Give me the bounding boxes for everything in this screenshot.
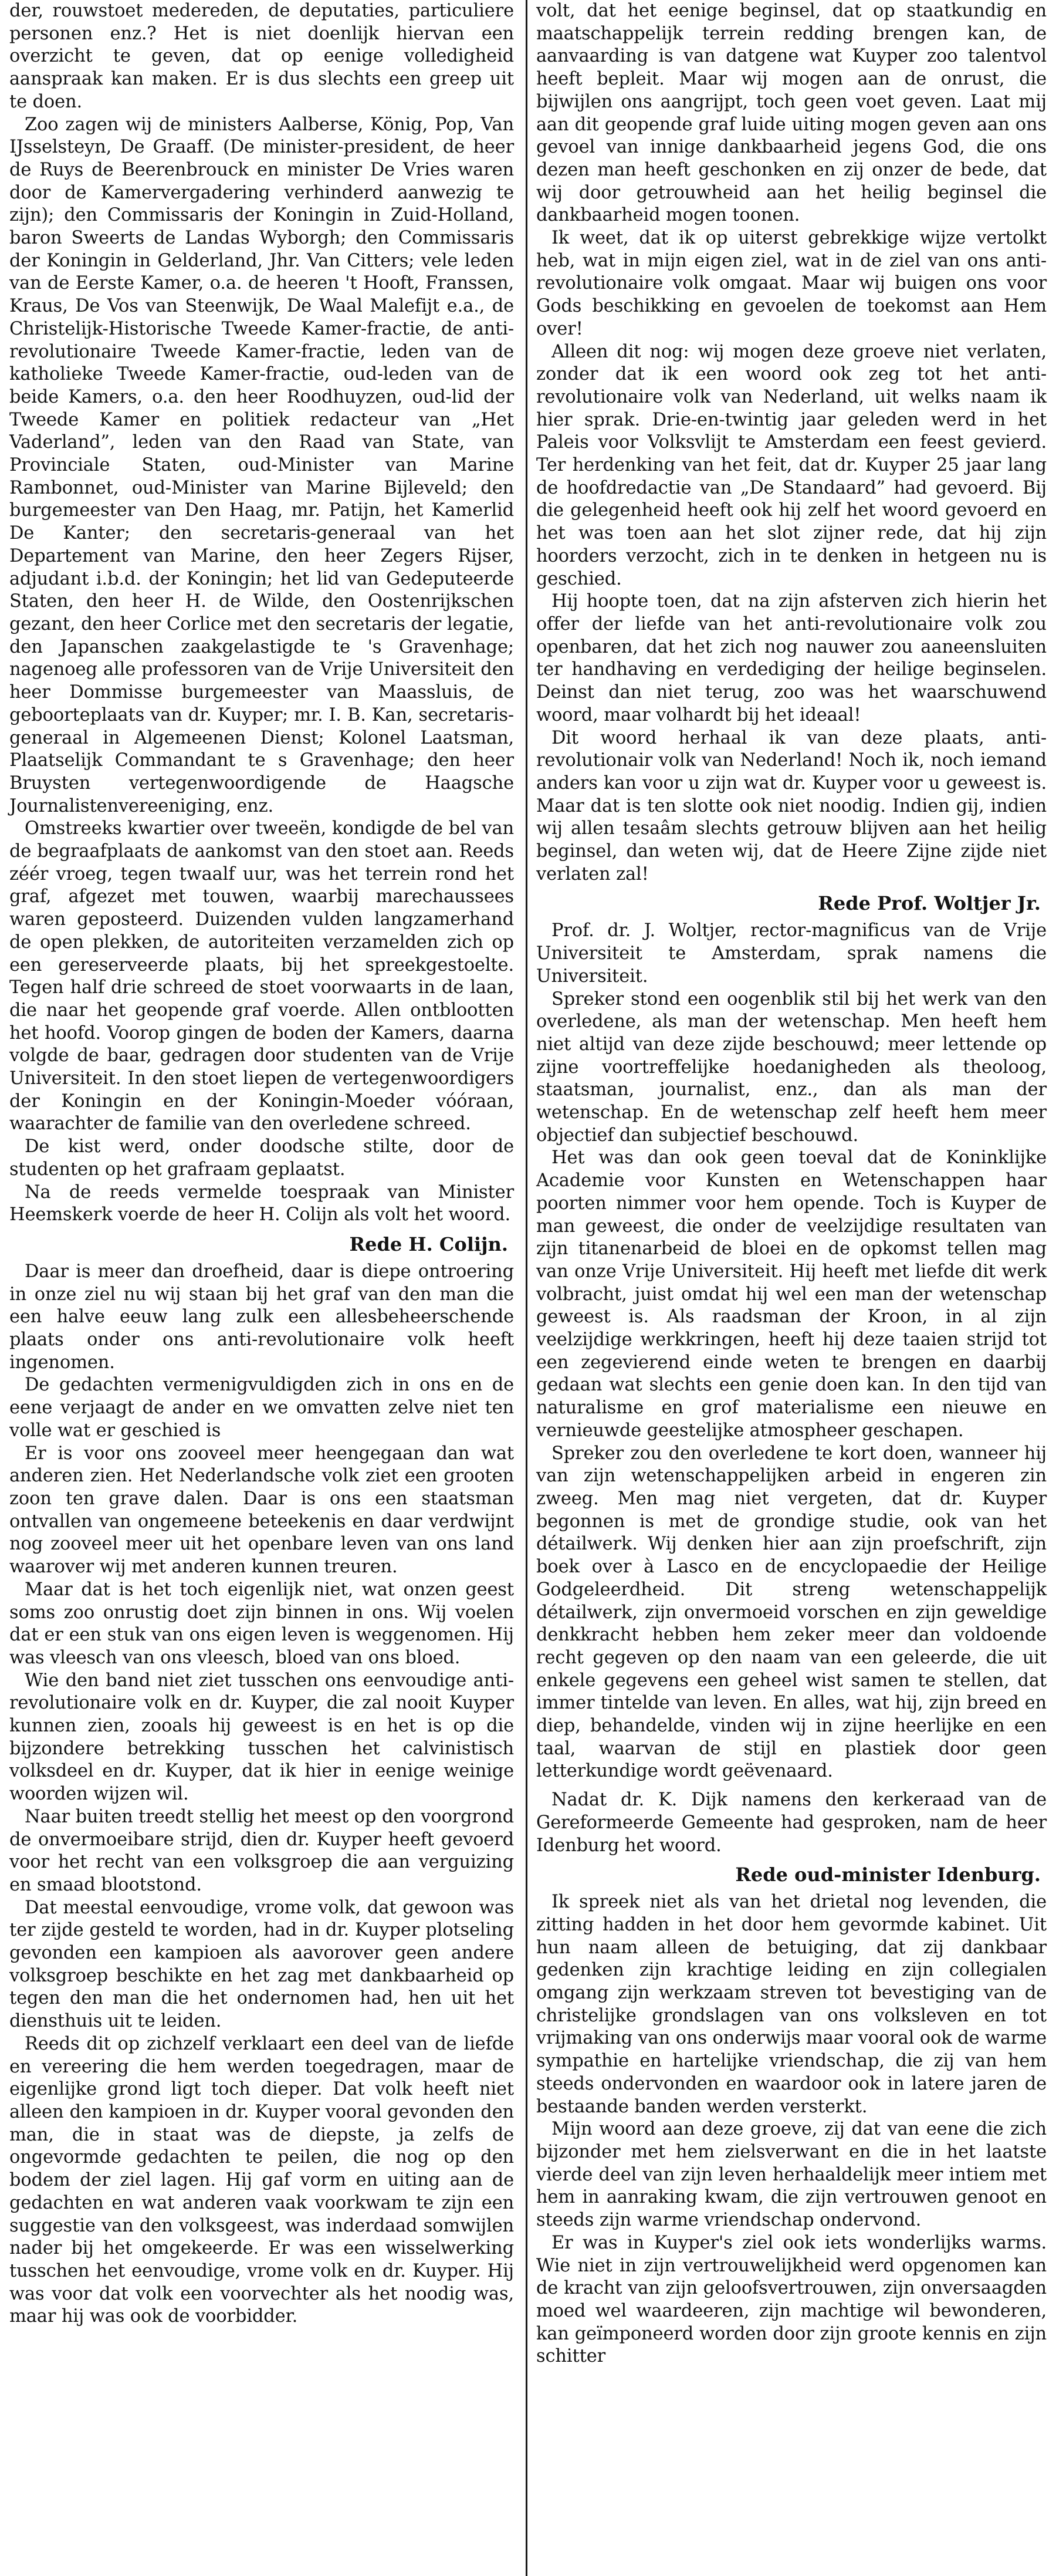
paragraph: Zoo zagen wij de ministers Aalberse, König, Pop, Van IJsselsteyn, De Graaff. (De minister-president, de heer de Ruys de Beerenbrouck en minister De Vries waren door de Kamervergadering verhinderd aanwezig te zijn); den Commissaris der Koningin in Zuid-Holland, baron Sweerts de Landas Wyborgh; den Commissaris der Koningin in Gelderland, Jhr. Van Citters; vele leden van de Eerste Kamer, o.a. de heeren 't Hooft, Franssen, Kraus, De Vos van Steenwijk, De Waal Malefijt e.a., de Christelijk-Historische Tweede Kamer-fractie, de anti-revolutionaire Tweede Kamer-fractie, leden van de katholieke Tweede Kamer-fractie, oud-leden van de beide Kamers, o.a. den heer Roodhuyzen, oud-lid der Tweede Kamer en politiek redacteur van „Het Vaderland”, leden van den Raad van State, van Provinciale Staten, oud-Minister van Marine Rambonnet, oud-Minister van Marine Bijleveld; den burgemeester van Den Haag, mr. Patijn, het Kamerlid De Kanter; den secretaris-generaal van het Departement van Marine, den heer Zegers Rijser, adjudant i.b.d. der Koningin; het lid van Gedeputeerde Staten, den heer H. de Wilde, den Oostenrijkschen gezant, den heer Corlice met den secretaris der legatie, den Japanschen zaakgelastigde te 's Gravenhage; nagenoeg alle professoren van de Vrije Universiteit den heer Dommisse burgemeester van Maassluis, de geboorteplaats van dr. Kuyper; mr. I. B. Kan, secretaris-generaal in Algemeenen Dienst; Kolonel Laatsman, Plaatselijk Commandant te s Gravenhage; den heer Bruysten vertegenwoordigende de Haagsche Journalistenvereeniging, enz. [9,114,514,816]
paragraph: Omstreeks kwartier over tweeën, kondigde de bel van de begraafplaats de aankomst van den stoet aan. Reeds zéér vroeg, tegen twaalf uur, was het terrein rond het graf, afgezet met touwen, waarbij marechaussees waren geposteerd. Duizenden vulden langzamerhand de open plekken, de autoriteiten verzamelden zich op een gereserveerde plaats, bij het spreekgestoelte. Tegen half drie schreed de stoet voorwaarts in de laan, die naar het geopende graf voerde. Allen ontblootten het hoofd. Voorop gingen de boden der Kamers, daarna volgde de baar, gedragen door studenten van de Vrije Universiteit. In den stoet liepen de vertegenwoordigers der Koningin en der Koningin-Moeder vóóraan, waarachter de familie van den overledene schreed. [9,818,514,1135]
paragraph: Alleen dit nog: wij mogen deze groeve niet verlaten, zonder dat ik een woord ook zeg tot het anti-revolutionaire volk van Nederland, uit welks naam ik hier sprak. Drie-en-twintig jaar geleden werd in het Paleis voor Volksvlijt te Amsterdam een feest gevierd. Ter herdenking van het feit, dat dr. Kuyper 25 jaar lang de hoofdredactie van „De Standaard” had gevoerd. Bij die gelegenheid heeft ook hij zelf het woord gevoerd en het was toen aan het slot zijner rede, dat hij zijn hoorders verzocht, zich in te denken in hetgeen nu is geschied. [536,341,1047,589]
paragraph: Reeds dit op zichzelf verklaart een deel van de liefde en vereering die hem werden toegedragen, maar de eigenlijke grond ligt toch dieper. Dat volk heeft niet alleen den kampioen in dr. Kuyper vooral gevonden den man, die in staat was de diepste, ja zelfs de ongevormde gedachten te peilen, die nog op den bodem der ziel lagen. Hij gaf vorm en uiting aan de gedachten en wat anderen vaak voorkwam te zijn een suggestie van den volksgeest, was inderdaad somwijlen nader bij het omgekeerde. Er was een wisselwerking tusschen het eenvoudige, vrome volk en dr. Kuyper. Hij was voor dat volk een voorvechter als het noodig was, maar hij was ook de voorbidder. [9,2033,514,2327]
paragraph: Spreker stond een oogenblik stil bij het werk van den overledene, als man der wetenschap. Men heeft hem niet altijd van deze zijde beschouwd; meer lettende op zijne voortreffelijke hoedanigheden als theoloog, staatsman, journalist, enz., dan als man der wetenschap. En de wetenschap zelf heeft hem meer objectief dan subjectief beschouwd. [536,988,1047,1146]
paragraph: der, rouwstoet medereden, de deputaties, particuliere personen enz.? Het is niet doenlijk hiervan een overzicht te geven, dat op eenige volledigheid aanspraak kan maken. Er is dus slechts een greep uit te doen. [9,1,514,112]
paragraph: Naar buiten treedt stellig het meest op den voorgrond de onvermoeibare strijd, dien dr. Kuyper heeft gevoerd voor het recht van een volksgroep die aan verguizing en smaad blootstond. [9,1806,514,1895]
paragraph: Na de reeds vermelde toespraak van Minister Heemskerk voerde de heer H. Colijn als volt het woord. [9,1181,514,1225]
paragraph: Nadat dr. K. Dijk namens den kerkeraad van de Gereformeerde Gemeente had gesproken, nam de heer Idenburg het woord. [536,1790,1047,1856]
heading-rede-woltjer: Rede Prof. Woltjer Jr. [818,892,1041,915]
heading-rede-colijn: Rede H. Colijn. [349,1233,508,1255]
heading-rede-idenburg: Rede oud-minister Idenburg. [735,1863,1041,1886]
paragraph: Wie den band niet ziet tusschen ons eenvoudige anti-revolutionaire volk en dr. Kuyper, die zal nooit Kuyper kunnen zien, zooals hij geweest is en het is op die bijzondere betrekking tusschen het calvinistisch volksdeel en dr. Kuyper, dat ik hier in eenige weinige woorden wijzen wil. [9,1670,514,1805]
paragraph: Daar is meer dan droefheid, daar is diepe ontroering in onze ziel nu wij staan bij het graf van den man die een halve eeuw lang zulk een allesbeheerschende plaats onder ons anti-revolutionaire volk heeft ingenomen. [9,1261,514,1373]
paragraph: volt, dat het eenige beginsel, dat op staatkundig en maatschappelijk terrein redding brengen kan, de aanvaarding is van datgene wat Kuyper zoo talentvol heeft bepleit. Maar wij mogen aan de onrust, die bijwijlen ons aangrijpt, toch geen voet geven. Laat mij aan dit geopende graf luide uiting mogen geven aan ons gevoel van innige dankbaarheid jegens God, die ons dezen man heeft geschonken en zij onzer de bede, dat wij door getrouwheid aan het heilig beginsel die dankbaarheid mogen toonen. [536,1,1047,226]
paragraph: Er is voor ons zooveel meer heengegaan dan wat anderen zien. Het Nederlandsche volk ziet een grooten zoon ten grave dalen. Daar is ons een staatsman ontvallen van ongemeene beteekenis en daar verdwijnt nog zooveel meer uit het openbare leven van ons land waarover wij met anderen kunnen treuren. [9,1443,514,1578]
paragraph: Mijn woord aan deze groeve, zij dat van eene die zich bijzonder met hem zielsverwant en die in het laatste vierde deel van zijn leven herhaaldelijk meer intiem met hem in aanraking kwam, die zijn vertrouwen genoot en steeds zijn warme vriendschap ondervond. [536,2119,1047,2231]
paragraph: Er was in Kuyper's ziel ook iets wonderlijks warms. Wie niet in zijn vertrouwelijkheid werd opgenomen kan de kracht van zijn geloofsvertrouwen, zijn onversaagden moed wel waardeeren, zijn machtige wil bewonderen, kan geïmponeerd worden door zijn groote kennis en zijn schitter [536,2232,1047,2367]
paragraph: Prof. dr. J. Woltjer, rector-magnificus van de Vrije Universiteit te Amsterdam, sprak namens die Universiteit. [536,920,1047,987]
column-divider [526,0,527,2576]
paragraph: Dat meestal eenvoudige, vrome volk, dat gewoon was ter zijde gesteld te worden, had in dr. Kuyper plotseling gevonden een kampioen als aavorover geen andere volksgroep beschikte en het zag met dankbaarheid op tegen den man die het ondernomen had, hen uit het diensthuis uit te leiden. [9,1897,514,2032]
paragraph: De kist werd, onder doodsche stilte, door de studenten op het grafraam geplaatst. [9,1136,514,1180]
paragraph: Ik weet, dat ik op uiterst gebrekkige wijze vertolkt heb, wat in mijn eigen ziel, wat in de ziel van ons anti-revolutionaire volk omgaat. Maar wij buigen ons voor Gods beschikking en gevoelen de toekomst aan Hem over! [536,228,1047,339]
paragraph: Hij hoopte toen, dat na zijn afsterven zich hierin het offer der liefde van het anti-revolutionaire volk zou openbaren, dat het zich nog nauwer zou aaneensluiten ter handhaving en verdediging der heilige beginselen. Deinst dan niet terug, zoo was het waarschuwend woord, maar volhardt bij het ideaal! [536,591,1047,725]
right-column [536,0,1047,2368]
left-column [9,0,514,2328]
paragraph: De gedachten vermenigvuldigden zich in ons en de eene verjaagt de ander en we omvatten zelve niet ten volle wat er geschied is [9,1375,514,1441]
paragraph: Ik spreek niet als van het drietal nog levenden, die zitting hadden in het door hem gevormde kabinet. Uit hun naam alleen de betuiging, dat zij dankbaar gedenken zijn krachtige leiding en zijn collegialen omgang zijn werkzaam streven tot bevestiging van de christelijke grondslagen van ons volksleven en tot vrijmaking van ons onderwijs maar vooral ook de warme sympathie en hartelijke vriendschap, die zij van hem steeds ondervonden en waardoor ook in latere jaren de bestaande banden werden versterkt. [536,1892,1047,2117]
paragraph: Het was dan ook geen toeval dat de Koninklijke Academie voor Kunsten en Wetenschappen haar poorten nimmer voor hem opende. Toch is Kuyper de man geweest, die onder de veelzijdige resultaten van zijn titanenarbeid de bloei en de opkomst tellen mag van onze Vrije Universiteit. Hij heeft met liefde dit werk volbracht, juist omdat hij wel een man der wetenschap geweest is. Als raadsman der Kroon, in al zijn veelzijdige werkkringen, heeft hij deze taaien strijd tot een zegevierend einde weten te brengen en daarbij gedaan wat slechts een genie doen kan. In den tijd van naturalisme en grof materialisme een nieuwe en vernieuwde geestelijke atmospheer geschapen. [536,1147,1047,1441]
paragraph: Maar dat is het toch eigenlijk niet, wat onzen geest soms zoo onrustig doet zijn binnen in ons. Wij voelen dat er een stuk van ons eigen leven is weggenomen. Hij was vleesch van ons vleesch, bloed van ons bloed. [9,1579,514,1668]
paragraph: Dit woord herhaal ik van deze plaats, anti-revolutionair volk van Nederland! Noch ik, noch iemand anders kan voor u zijn wat dr. Kuyper voor u geweest is. Maar dat is ten slotte ook niet noodig. Indien gij, indien wij allen tesaâm slechts getrouw blijven aan het heilig beginsel, dan weten wij, dat de Heere Zijne zijde niet verlaten zal! [536,727,1047,884]
paragraph: Spreker zou den overledene te kort doen, wanneer hij van zijn wetenschappelijken arbeid in engeren zin zweeg. Men mag niet vergeten, dat dr. Kuyper begonnen is met de grondige studie, ook van het détailwerk. Wij denken hier aan zijn proefschrift, zijn boek over à Lasco en de encyclopaedie der Heilige Godgeleerdheid. Dit streng wetenschappelijk détailwerk, zijn onvermoeid vorschen en zijn geweldige denkkracht hebben hem zeker meer dan voldoende recht gegeven op den naam van een geleerde, die uit enkele gegevens een geheel wist samen te stellen, dat immer tintelde van leven. En alles, wat hij, zijn breed en diep, behandelde, vinden wij in zijne heerlijke en een taal, waarvan de stijl en plastiek door geen letterkundige wordt geëvenaard. [536,1443,1047,1782]
